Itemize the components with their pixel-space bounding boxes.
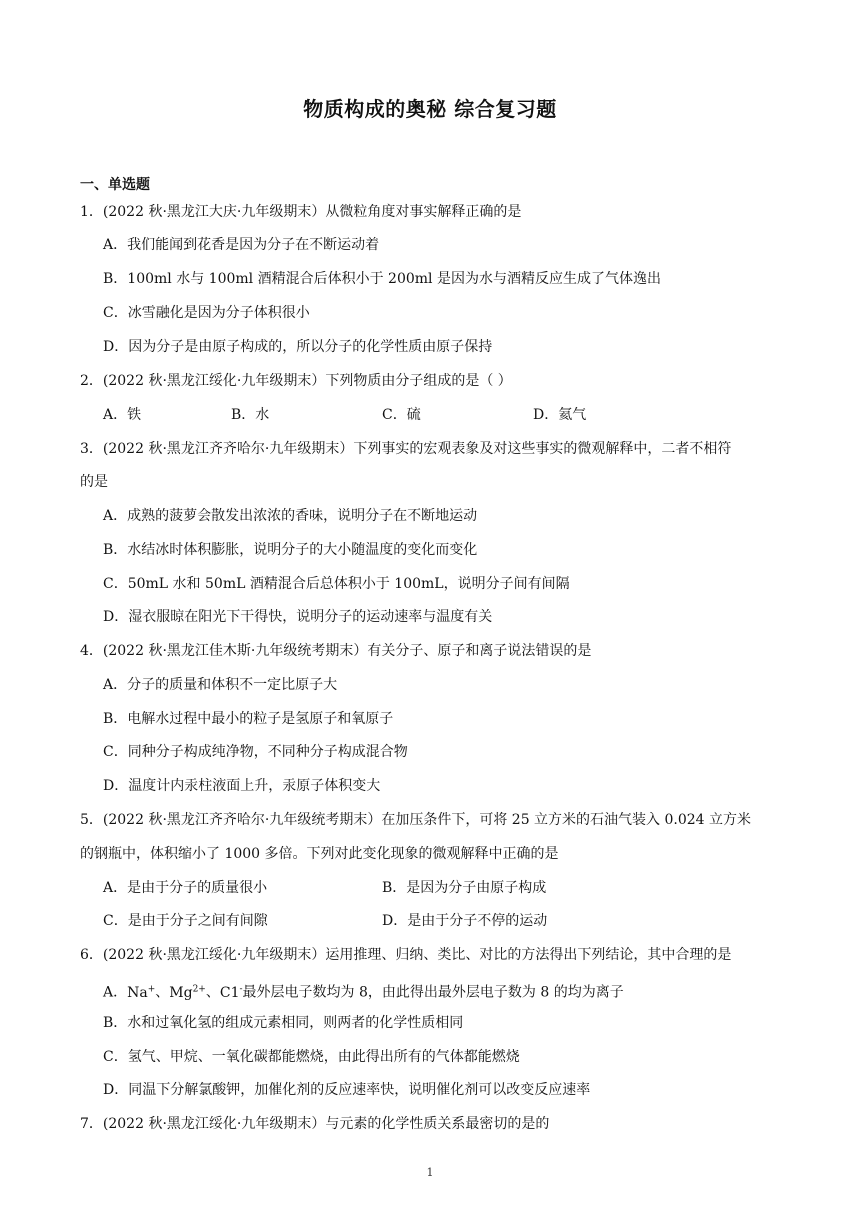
option-a-text: 最外层电子数均为 8，由此得出最外层电子数为 8 的均为离子 [242, 984, 624, 1001]
option-a-prefix: A． [103, 984, 128, 1001]
question-4-option-b: B．电解水过程中最小的粒子是氢原子和氧原子 [103, 711, 394, 727]
question-5-option-a: A．是由于分子的质量很小 [103, 880, 268, 896]
question-1-option-b: B．100ml 水与 100ml 酒精混合后体积小于 200ml 是因为水与酒精反应生成了气体逸出 [103, 271, 661, 287]
question-4-stem: 4．(2022 秋·黑龙江佳木斯·九年级统考期末）有关分子、原子和离子说法错误的是 [80, 643, 592, 659]
question-5-option-c: C．是由于分子之间有间隙 [103, 913, 268, 929]
question-2-option-a: A．铁 [103, 407, 142, 423]
section-heading: 一、单选题 [80, 177, 150, 193]
question-5-stem: 5．(2022 秋·黑龙江齐齐哈尔·九年级统考期末）在加压条件下，可将 25 立方米的石油气装入 0.024 立方米 [80, 812, 752, 828]
question-3-option-a: A．成熟的菠萝会散发出浓浓的香味，说明分子在不断地运动 [103, 508, 478, 524]
chloride-ion: C1- [219, 984, 243, 1001]
question-6-option-a: A．Na+、$Mg^{2+}$、C1-最外层电子数均为 8，由此得出最外层电子数为 8 的均为离子 [103, 984, 624, 1001]
question-2-option-d: D．氦气 [533, 407, 587, 423]
question-7-stem: 7．(2022 秋·黑龙江绥化·九年级期末）与元素的化学性质关系最密切的是的 [80, 1116, 550, 1132]
question-2-option-c: C．硫 [382, 407, 421, 423]
question-3-stem: 3．(2022 秋·黑龙江齐齐哈尔·九年级期末）下列事实的宏观表象及对这些事实的微观解释中，二者不相符 [80, 441, 732, 457]
sodium-ion: Na+ [127, 984, 156, 1001]
question-4-option-d: D．温度计内汞柱液面上升，汞原子体积变大 [103, 778, 381, 794]
question-3-option-c: C．50mL 水和 50mL 酒精混合后总体积小于 100mL，说明分子间有间隔 [103, 576, 570, 592]
question-6-option-b: B．水和过氧化氢的组成元素相同，则两者的化学性质相同 [103, 1015, 464, 1031]
question-2-stem: 2．(2022 秋·黑龙江绥化·九年级期末）下列物质由分子组成的是（ ） [80, 373, 512, 389]
question-5-option-d: D．是由于分子不停的运动 [382, 913, 548, 929]
question-6-option-c: C．氢气、甲烷、一氧化碳都能燃烧，由此得出所有的气体都能燃烧 [103, 1049, 520, 1065]
document-title: 物质构成的奥秘 综合复习题 [303, 97, 557, 121]
question-6-stem: 6．(2022 秋·黑龙江绥化·九年级期末）运用推理、归纳、类比、对比的方法得出下列结论，其中合理的是 [80, 947, 732, 963]
question-4-option-a: A．分子的质量和体积不一定比原子大 [103, 677, 338, 693]
question-3-stem-continued: 的是 [80, 474, 108, 490]
question-5-option-b: B．是因为分子由原子构成 [382, 880, 547, 896]
question-1-option-d: D．因为分子是由原子构成的，所以分子的化学性质由原子保持 [103, 339, 493, 355]
question-6-option-d: D．同温下分解氯酸钾，加催化剂的反应速率快，说明催化剂可以改变反应速率 [103, 1082, 591, 1098]
question-2-option-b: B．水 [231, 407, 270, 423]
magnesium-ion: $Mg^{2+}$ [169, 984, 206, 1001]
question-1-stem: 1．(2022 秋·黑龙江大庆·九年级期末）从微粒角度对事实解释正确的是 [80, 204, 522, 220]
question-1-option-c: C．冰雪融化是因为分子体积很小 [103, 305, 310, 321]
page-number: 1 [426, 1166, 434, 1179]
question-3-option-b: B．水结冰时体积膨胀，说明分子的大小随温度的变化而变化 [103, 542, 478, 558]
question-4-option-c: C．同种分子构成纯净物，不同种分子构成混合物 [103, 744, 408, 760]
question-3-option-d: D．湿衣服晾在阳光下干得快，说明分子的运动速率与温度有关 [103, 609, 493, 625]
question-1-option-a: A．我们能闻到花香是因为分子在不断运动着 [103, 237, 380, 253]
question-5-stem-continued: 的钢瓶中，体积缩小了 1000 多倍。下列对此变化现象的微观解释中正确的是 [80, 846, 559, 862]
